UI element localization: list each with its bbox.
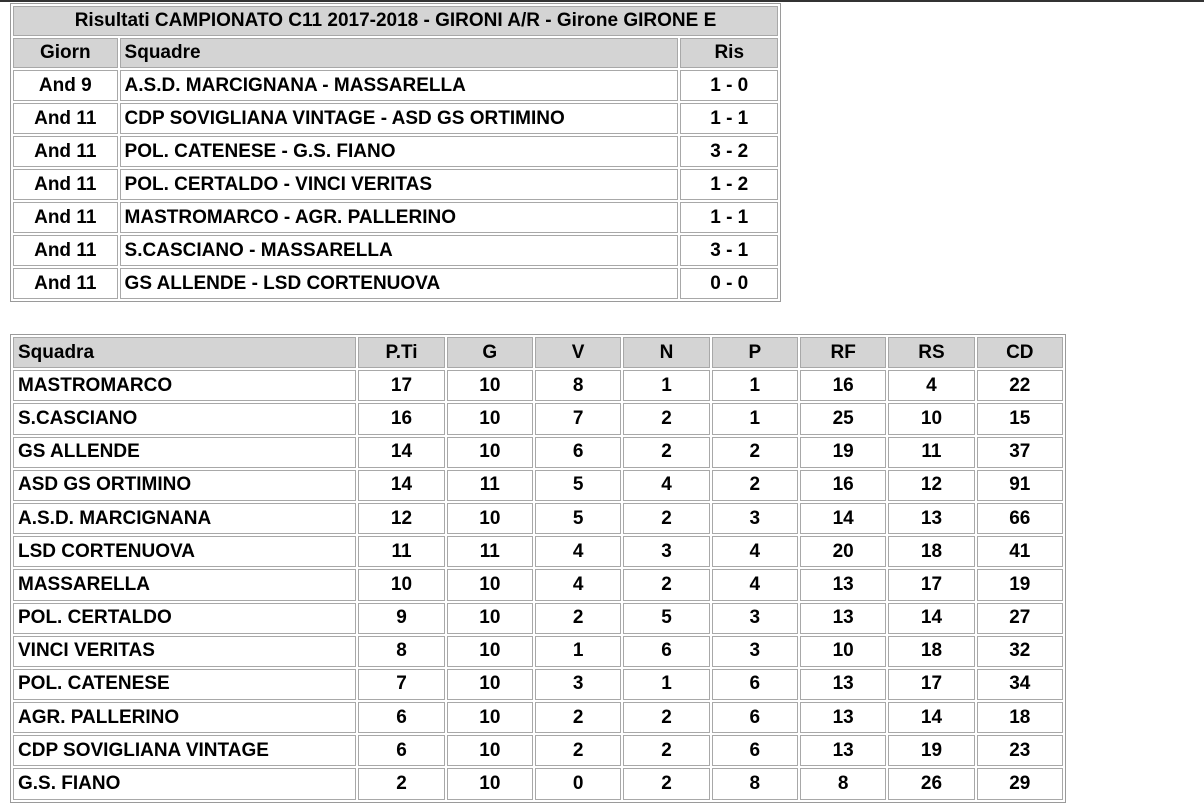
standings-cell-p: 1 — [712, 403, 798, 434]
standings-cell-p: 6 — [712, 702, 798, 733]
standings-cell-n: 2 — [623, 735, 709, 766]
standings-cell-rs: 17 — [888, 569, 974, 600]
standings-cell-rf: 13 — [800, 603, 886, 634]
standings-row — [13, 503, 1063, 534]
standings-cell-rf: 13 — [800, 702, 886, 733]
standings-cell-squadra: POL. CATENESE — [13, 669, 356, 700]
top-border-line — [0, 0, 1204, 2]
standings-row — [13, 603, 1063, 634]
standings-cell-v: 4 — [535, 536, 621, 567]
standings-cell-g: 10 — [447, 735, 533, 766]
standings-cell-rf: 16 — [800, 470, 886, 501]
result-row — [13, 235, 778, 266]
standings-cell-squadra: VINCI VERITAS — [13, 636, 356, 667]
standings-cell-pti: 11 — [358, 536, 444, 567]
standings-cell-p: 3 — [712, 603, 798, 634]
standings-cell-pti: 8 — [358, 636, 444, 667]
standings-cell-rs: 18 — [888, 536, 974, 567]
standings-cell-n: 4 — [623, 470, 709, 501]
header-ris: Ris — [680, 38, 778, 68]
header-pti: P.Ti — [358, 337, 444, 368]
standings-row — [13, 702, 1063, 733]
header-squadre: Squadre — [120, 38, 679, 68]
standings-cell-v: 1 — [535, 636, 621, 667]
standings-cell-g: 10 — [447, 437, 533, 468]
standings-cell-n: 2 — [623, 768, 709, 799]
standings-cell-g: 10 — [447, 603, 533, 634]
standings-cell-cd: 32 — [977, 636, 1063, 667]
standings-cell-v: 0 — [535, 768, 621, 799]
standings-cell-pti: 12 — [358, 503, 444, 534]
standings-cell-squadra: POL. CERTALDO — [13, 603, 356, 634]
result-score: 1 - 2 — [680, 169, 778, 200]
result-row — [13, 136, 778, 167]
standings-cell-g: 10 — [447, 636, 533, 667]
standings-cell-cd: 23 — [977, 735, 1063, 766]
result-row — [13, 202, 778, 233]
standings-cell-pti: 9 — [358, 603, 444, 634]
standings-cell-rf: 16 — [800, 370, 886, 401]
standings-cell-squadra: S.CASCIANO — [13, 403, 356, 434]
header-giorn: Giorn — [13, 38, 118, 68]
standings-row — [13, 370, 1063, 401]
standings-cell-rs: 14 — [888, 603, 974, 634]
standings-cell-n: 2 — [623, 702, 709, 733]
standings-cell-pti: 14 — [358, 470, 444, 501]
standings-cell-v: 4 — [535, 569, 621, 600]
standings-cell-n: 2 — [623, 437, 709, 468]
standings-cell-g: 10 — [447, 403, 533, 434]
standings-cell-rs: 17 — [888, 669, 974, 700]
standings-cell-rf: 13 — [800, 569, 886, 600]
standings-cell-n: 1 — [623, 669, 709, 700]
standings-row — [13, 669, 1063, 700]
result-row — [13, 70, 778, 101]
standings-cell-rs: 4 — [888, 370, 974, 401]
standings-cell-pti: 6 — [358, 735, 444, 766]
standings-row — [13, 569, 1063, 600]
standings-cell-rf: 25 — [800, 403, 886, 434]
result-score: 3 - 1 — [680, 235, 778, 266]
result-row — [13, 268, 778, 299]
standings-cell-v: 5 — [535, 470, 621, 501]
standings-cell-cd: 34 — [977, 669, 1063, 700]
standings-cell-g: 10 — [447, 768, 533, 799]
standings-table — [10, 334, 1066, 803]
standings-cell-g: 10 — [447, 702, 533, 733]
result-match: POL. CATENESE - G.S. FIANO — [120, 136, 679, 167]
standings-cell-cd: 91 — [977, 470, 1063, 501]
standings-cell-cd: 66 — [977, 503, 1063, 534]
standings-cell-squadra: GS ALLENDE — [13, 437, 356, 468]
result-match: POL. CERTALDO - VINCI VERITAS — [120, 169, 679, 200]
standings-cell-pti: 7 — [358, 669, 444, 700]
standings-cell-rs: 11 — [888, 437, 974, 468]
standings-cell-rs: 13 — [888, 503, 974, 534]
standings-row — [13, 636, 1063, 667]
result-score: 1 - 0 — [680, 70, 778, 101]
standings-row — [13, 437, 1063, 468]
result-giornata: And 11 — [13, 169, 118, 200]
standings-cell-n: 2 — [623, 569, 709, 600]
standings-cell-squadra: MASSARELLA — [13, 569, 356, 600]
standings-cell-g: 10 — [447, 669, 533, 700]
standings-cell-rs: 10 — [888, 403, 974, 434]
result-match: CDP SOVIGLIANA VINTAGE - ASD GS ORTIMINO — [120, 103, 679, 134]
standings-cell-p: 4 — [712, 536, 798, 567]
standings-cell-v: 5 — [535, 503, 621, 534]
result-match: MASTROMARCO - AGR. PALLERINO — [120, 202, 679, 233]
standings-cell-rf: 20 — [800, 536, 886, 567]
standings-cell-p: 6 — [712, 669, 798, 700]
standings-cell-v: 2 — [535, 735, 621, 766]
standings-cell-rf: 14 — [800, 503, 886, 534]
standings-cell-rf: 13 — [800, 669, 886, 700]
result-giornata: And 11 — [13, 136, 118, 167]
standings-cell-n: 6 — [623, 636, 709, 667]
standings-cell-v: 7 — [535, 403, 621, 434]
standings-cell-cd: 19 — [977, 569, 1063, 600]
result-score: 1 - 1 — [680, 103, 778, 134]
standings-cell-n: 2 — [623, 503, 709, 534]
result-giornata: And 9 — [13, 70, 118, 101]
results-title: Risultati CAMPIONATO C11 2017-2018 - GIRONI A/R - Girone GIRONE E — [13, 6, 778, 36]
standings-cell-p: 2 — [712, 437, 798, 468]
standings-cell-pti: 2 — [358, 768, 444, 799]
standings-cell-rf: 19 — [800, 437, 886, 468]
standings-cell-rs: 12 — [888, 470, 974, 501]
header-p: P — [712, 337, 798, 368]
standings-cell-squadra: AGR. PALLERINO — [13, 702, 356, 733]
standings-cell-g: 10 — [447, 370, 533, 401]
standings-cell-squadra: A.S.D. MARCIGNANA — [13, 503, 356, 534]
standings-cell-squadra: CDP SOVIGLIANA VINTAGE — [13, 735, 356, 766]
standings-cell-p: 3 — [712, 636, 798, 667]
header-rs: RS — [888, 337, 974, 368]
result-giornata: And 11 — [13, 103, 118, 134]
standings-cell-g: 10 — [447, 569, 533, 600]
standings-cell-squadra: MASTROMARCO — [13, 370, 356, 401]
standings-cell-rf: 10 — [800, 636, 886, 667]
standings-cell-rs: 18 — [888, 636, 974, 667]
standings-cell-pti: 17 — [358, 370, 444, 401]
standings-cell-cd: 37 — [977, 437, 1063, 468]
standings-cell-n: 1 — [623, 370, 709, 401]
standings-row — [13, 403, 1063, 434]
standings-cell-p: 6 — [712, 735, 798, 766]
standings-cell-squadra: LSD CORTENUOVA — [13, 536, 356, 567]
header-rf: RF — [800, 337, 886, 368]
result-row — [13, 103, 778, 134]
standings-cell-rs: 26 — [888, 768, 974, 799]
result-score: 1 - 1 — [680, 202, 778, 233]
result-score: 3 - 2 — [680, 136, 778, 167]
standings-cell-p: 2 — [712, 470, 798, 501]
standings-cell-v: 8 — [535, 370, 621, 401]
standings-cell-n: 2 — [623, 403, 709, 434]
standings-row — [13, 768, 1063, 799]
standings-cell-pti: 16 — [358, 403, 444, 434]
standings-cell-rf: 8 — [800, 768, 886, 799]
standings-cell-g: 11 — [447, 470, 533, 501]
result-giornata: And 11 — [13, 202, 118, 233]
standings-row — [13, 470, 1063, 501]
standings-cell-p: 3 — [712, 503, 798, 534]
standings-cell-v: 2 — [535, 603, 621, 634]
standings-cell-rs: 19 — [888, 735, 974, 766]
standings-cell-cd: 29 — [977, 768, 1063, 799]
standings-cell-p: 8 — [712, 768, 798, 799]
standings-cell-v: 2 — [535, 702, 621, 733]
standings-cell-n: 5 — [623, 603, 709, 634]
result-match: A.S.D. MARCIGNANA - MASSARELLA — [120, 70, 679, 101]
header-squadra: Squadra — [13, 337, 356, 368]
result-match: GS ALLENDE - LSD CORTENUOVA — [120, 268, 679, 299]
result-match: S.CASCIANO - MASSARELLA — [120, 235, 679, 266]
results-table — [10, 3, 781, 302]
result-score: 0 - 0 — [680, 268, 778, 299]
standings-cell-p: 1 — [712, 370, 798, 401]
standings-header-row — [13, 337, 1063, 368]
results-header-row — [13, 38, 778, 68]
standings-cell-p: 4 — [712, 569, 798, 600]
standings-cell-pti: 10 — [358, 569, 444, 600]
standings-cell-cd: 22 — [977, 370, 1063, 401]
standings-cell-cd: 41 — [977, 536, 1063, 567]
standings-cell-rs: 14 — [888, 702, 974, 733]
standings-cell-cd: 18 — [977, 702, 1063, 733]
standings-cell-squadra: ASD GS ORTIMINO — [13, 470, 356, 501]
standings-cell-squadra: G.S. FIANO — [13, 768, 356, 799]
standings-cell-pti: 6 — [358, 702, 444, 733]
standings-cell-g: 10 — [447, 503, 533, 534]
standings-cell-rf: 13 — [800, 735, 886, 766]
standings-cell-pti: 14 — [358, 437, 444, 468]
standings-cell-cd: 15 — [977, 403, 1063, 434]
result-giornata: And 11 — [13, 235, 118, 266]
result-row — [13, 169, 778, 200]
standings-row — [13, 536, 1063, 567]
standings-cell-v: 3 — [535, 669, 621, 700]
header-g: G — [447, 337, 533, 368]
header-v: V — [535, 337, 621, 368]
standings-cell-n: 3 — [623, 536, 709, 567]
standings-cell-g: 11 — [447, 536, 533, 567]
header-cd: CD — [977, 337, 1063, 368]
result-giornata: And 11 — [13, 268, 118, 299]
standings-row — [13, 735, 1063, 766]
header-n: N — [623, 337, 709, 368]
standings-cell-cd: 27 — [977, 603, 1063, 634]
standings-cell-v: 6 — [535, 437, 621, 468]
